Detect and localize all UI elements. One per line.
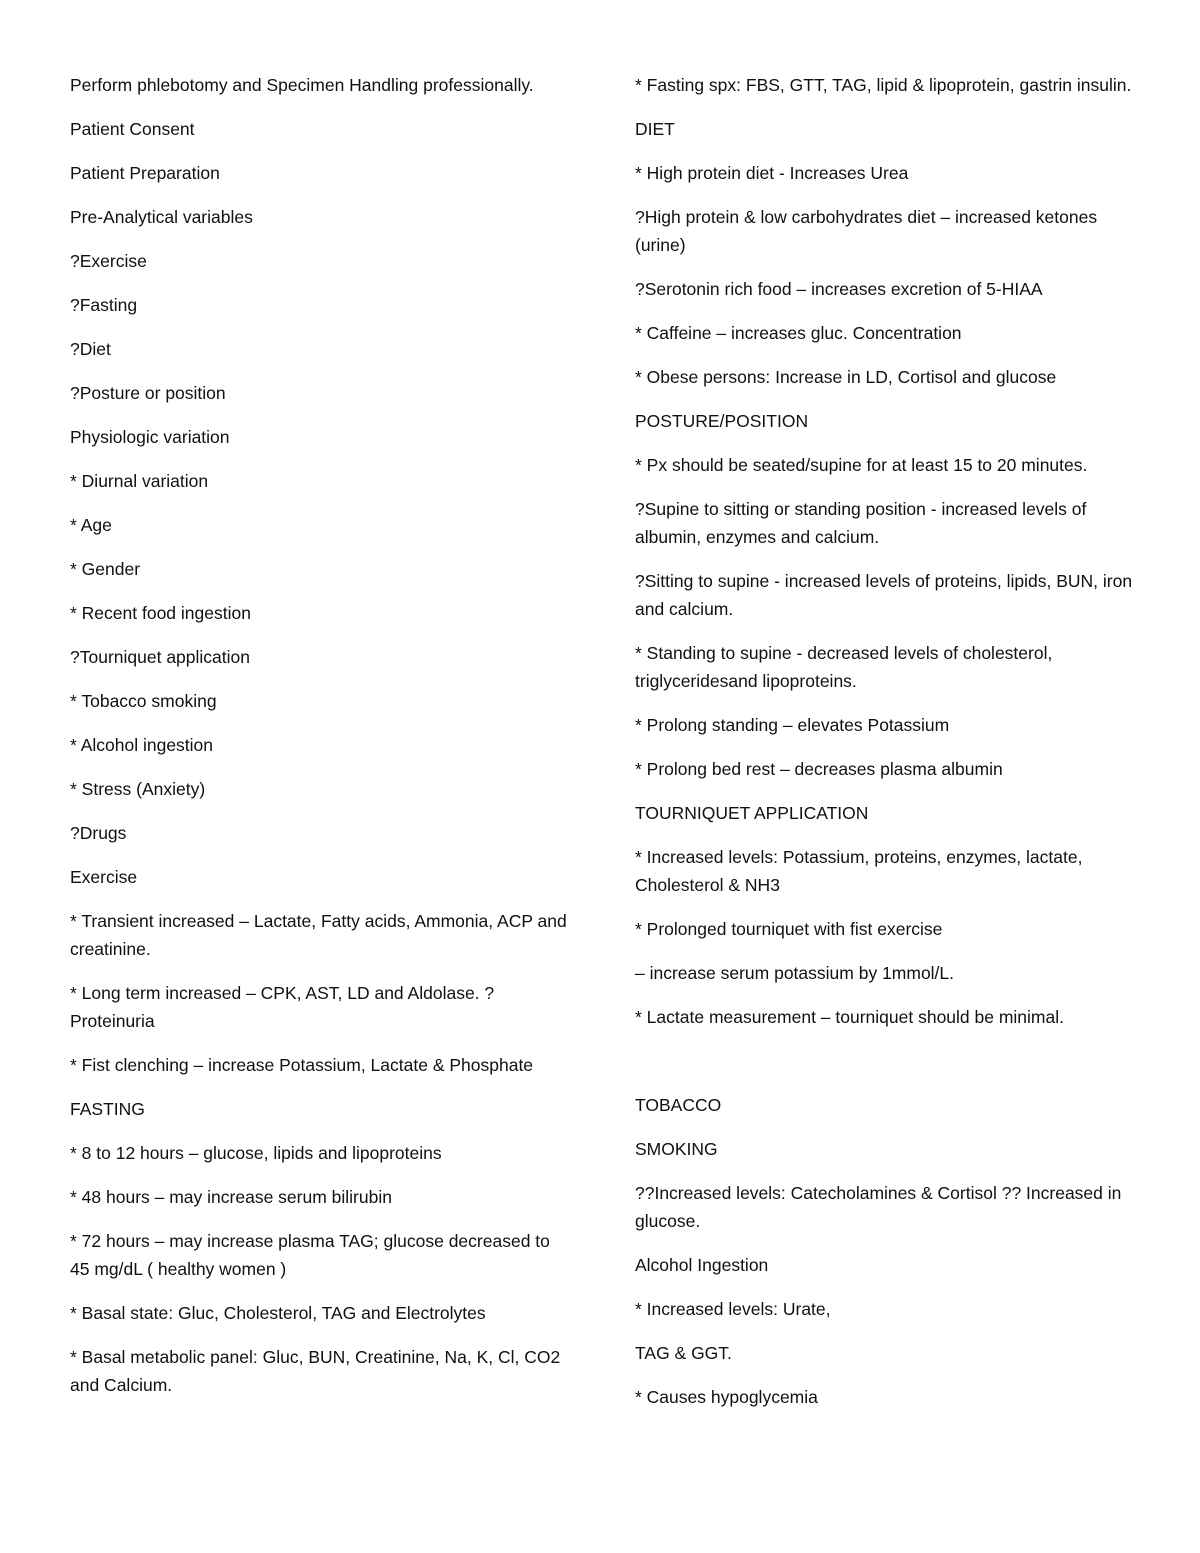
paragraph: ?Drugs xyxy=(70,823,127,843)
section-gap xyxy=(635,1047,1135,1091)
paragraph: TOURNIQUET APPLICATION xyxy=(635,803,869,823)
paragraph: ?Exercise xyxy=(70,251,147,271)
paragraph: Patient Preparation xyxy=(70,163,220,183)
paragraph: * Prolong bed rest – decreases plasma albumin xyxy=(635,759,1003,779)
paragraph: * Increased levels: Potassium, proteins, enzymes, lactate, Cholesterol & NH3 xyxy=(635,847,1083,895)
paragraph: Patient Consent xyxy=(70,119,195,139)
paragraph: * Obese persons: Increase in LD, Cortisol and glucose xyxy=(635,367,1057,387)
paragraph: * Standing to supine - decreased levels of cholesterol, triglyceridesand lipoproteins. xyxy=(635,643,1053,691)
paragraph: * 8 to 12 hours – glucose, lipids and lipoproteins xyxy=(70,1143,442,1163)
paragraph: * High protein diet - Increases Urea xyxy=(635,163,909,183)
left-column xyxy=(70,71,570,1415)
paragraph: * Gender xyxy=(70,559,141,579)
paragraph: ?High protein & low carbohydrates diet – increased ketones (urine) xyxy=(635,207,1098,255)
paragraph: ?Diet xyxy=(70,339,111,359)
paragraph: ?Serotonin rich food – increases excretion of 5-HIAA xyxy=(635,279,1043,299)
paragraph: * Recent food ingestion xyxy=(70,603,251,623)
paragraph: TAG & GGT. xyxy=(635,1343,732,1363)
paragraph: ?Posture or position xyxy=(70,383,226,403)
paragraph: Pre-Analytical variables xyxy=(70,207,253,227)
paragraph: * Lactate measurement – tourniquet should be minimal. xyxy=(635,1007,1064,1027)
paragraph: * Prolong standing – elevates Potassium xyxy=(635,715,950,735)
paragraph: – increase serum potassium by 1mmol/L. xyxy=(635,963,955,983)
paragraph: ?Supine to sitting or standing position - increased levels of albumin, enzymes and calcium. xyxy=(635,499,1087,547)
paragraph: Physiologic variation xyxy=(70,427,230,447)
paragraph: * Causes hypoglycemia xyxy=(635,1387,818,1407)
paragraph: * Basal metabolic panel: Gluc, BUN, Creatinine, Na, K, Cl, CO2 and Calcium. xyxy=(70,1347,561,1395)
paragraph: FASTING xyxy=(70,1099,145,1119)
paragraph: ??Increased levels: Catecholamines & Cortisol ?? Increased in glucose. xyxy=(635,1183,1122,1231)
paragraph: * 48 hours – may increase serum bilirubin xyxy=(70,1187,392,1207)
paragraph: POSTURE/POSITION xyxy=(635,411,809,431)
paragraph: Perform phlebotomy and Specimen Handling professionally. xyxy=(70,75,534,95)
paragraph: * Age xyxy=(70,515,112,535)
paragraph: Alcohol Ingestion xyxy=(635,1255,769,1275)
paragraph: * Stress (Anxiety) xyxy=(70,779,206,799)
paragraph: * Prolonged tourniquet with fist exercise xyxy=(635,919,943,939)
paragraph: * Caffeine – increases gluc. Concentration xyxy=(635,323,962,343)
paragraph: DIET xyxy=(635,119,675,139)
paragraph: * Fasting spx: FBS, GTT, TAG, lipid & lipoprotein, gastrin insulin. xyxy=(635,75,1132,95)
paragraph: * 72 hours – may increase plasma TAG; glucose decreased to 45 mg/dL ( healthy women ) xyxy=(70,1231,550,1279)
paragraph: * Diurnal variation xyxy=(70,471,209,491)
paragraph: * Basal state: Gluc, Cholesterol, TAG and Electrolytes xyxy=(70,1303,486,1323)
paragraph: * Transient increased – Lactate, Fatty acids, Ammonia, ACP and creatinine. xyxy=(70,911,567,959)
right-column xyxy=(635,71,1135,1427)
paragraph: * Increased levels: Urate, xyxy=(635,1299,831,1319)
paragraph: * Tobacco smoking xyxy=(70,691,217,711)
paragraph: SMOKING xyxy=(635,1139,718,1159)
paragraph: * Px should be seated/supine for at least 15 to 20 minutes. xyxy=(635,455,1088,475)
paragraph: * Alcohol ingestion xyxy=(70,735,214,755)
paragraph: ?Sitting to supine - increased levels of proteins, lipids, BUN, iron and calcium. xyxy=(635,571,1133,619)
paragraph: Exercise xyxy=(70,867,138,887)
paragraph: * Long term increased – CPK, AST, LD and Aldolase. ? Proteinuria xyxy=(70,983,495,1031)
paragraph: TOBACCO xyxy=(635,1095,722,1115)
paragraph: * Fist clenching – increase Potassium, Lactate & Phosphate xyxy=(70,1055,534,1075)
paragraph: ?Tourniquet application xyxy=(70,647,250,667)
paragraph: ?Fasting xyxy=(70,295,138,315)
